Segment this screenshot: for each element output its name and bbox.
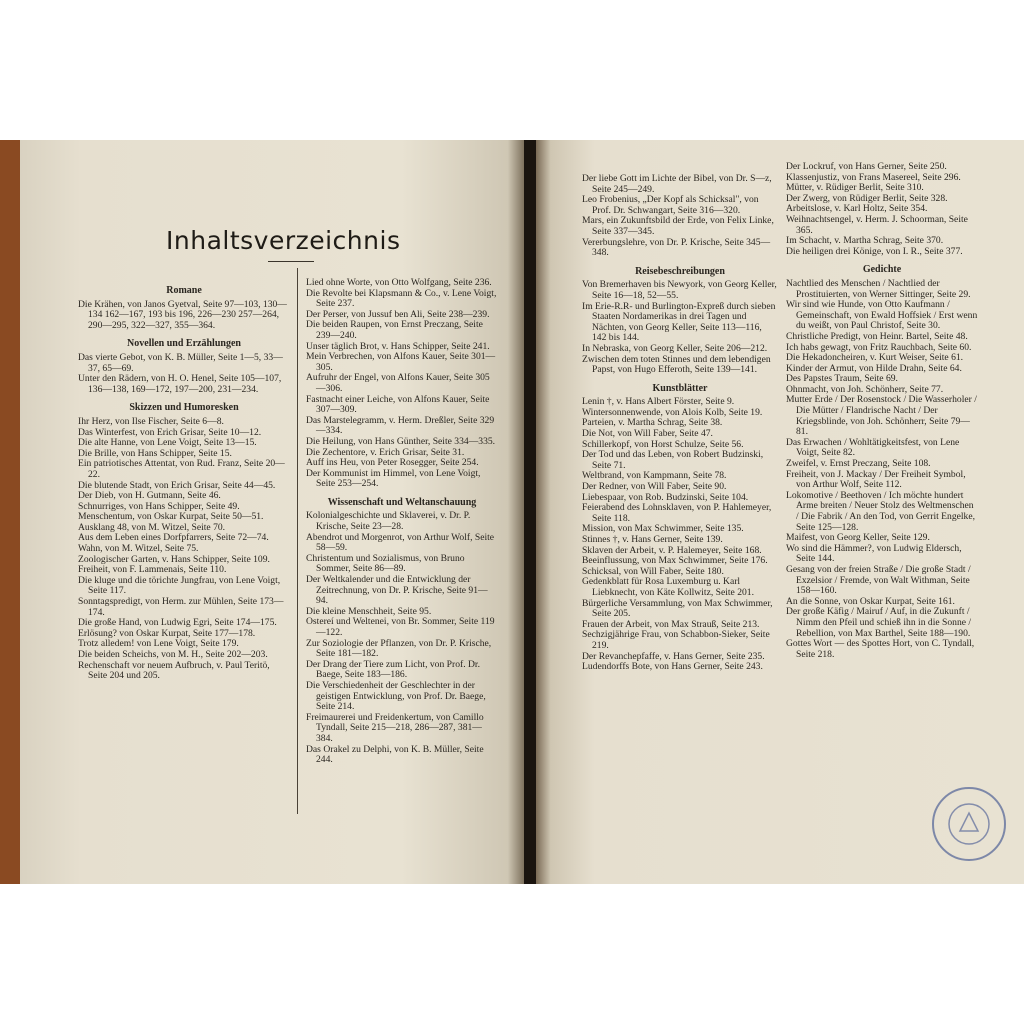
toc-entry: Die beiden Raupen, von Ernst Preczang, Seite 239—240. [306,319,483,341]
section-heading: Skizzen und Humoresken [129,402,239,414]
toc-entry: Im Schacht, v. Martha Schrag, Seite 370. [786,235,944,247]
right-page [536,140,1024,884]
section-heading: Gedichte [862,264,902,276]
toc-entry: Der Dieb, von H. Gutmann, Seite 46. [78,490,221,502]
toc-entry: Christentum und Sozialismus, von Bruno Sommer, Seite 86—89. [306,552,465,575]
toc-entry: Stinnes †, v. Hans Gerner, Seite 139. [582,534,723,545]
toc-entry: Das Marstelegramm, v. Herm. Dreßler, Seite 329—334. [306,414,495,437]
toc-entry: Die kleine Menschheit, Seite 95. [306,605,432,617]
toc-entry: Die Revolte bei Klapsmann & Co., v. Lene Voigt, Seite 237. [306,287,497,310]
toc-entry: An die Sonne, von Oskar Kurpat, Seite 161. [786,595,955,607]
toc-entry: Erlösung? von Oskar Kurpat, Seite 177—178. [78,627,256,639]
toc-entry: Die Heilung, von Hans Günther, Seite 334—335. [306,435,496,447]
toc-entry: Von Bremerhaven bis Newyork, von Georg Keller, Seite 16—18, 52—55. [582,279,777,301]
section-heading: Novellen und Erzählungen [127,338,241,350]
toc-entry: Frauen der Arbeit, von Max Strauß, Seite 213. [582,618,760,630]
toc-entry: Wo sind die Hämmer?, von Ludwig Eldersch, Seite 144. [786,542,962,565]
toc-entry: Weltbrand, von Kampmann, Seite 78. [582,470,727,482]
toc-entry: Weihnachtsengel, v. Herm. J. Schoorman, Seite 365. [786,213,968,236]
toc-entry: Das Winterfest, von Erich Grisar, Seite 10—12. [78,426,262,438]
toc-entry: Schnurriges, von Hans Schipper, Seite 49. [78,500,240,512]
section-heading: Kunstblätter [652,382,708,394]
library-stamp [930,785,1008,863]
toc-entry: Sonntagspredigt, von Herm. zur Mühlen, Seite 173—174. [78,596,284,618]
toc-entry: Wahn, von M. Witzel, Seite 75. [78,543,199,555]
toc-entry: Trotz alledem! von Lene Voigt, Seite 179. [78,638,239,650]
toc-entry: Liebespaar, von Rob. Budzinski, Seite 104. [582,491,749,503]
toc-entry: Gesang von der freien Straße / Die große Stadt / Exzelsior / Fremde, von Walt Withman, Seite 158—160. [786,563,971,597]
toc-entry: Der Tod und das Leben, von Robert Budzinski, Seite 71. [582,449,764,471]
toc-entry: Die Hekadoncheiren, v. Kurt Weiser, Seite 61. [786,352,964,364]
right-column-1 [582,174,778,673]
toc-entry: Wintersonnenwende, von Alois Kolb, Seite 19. [582,406,763,418]
toc-entry: Aufruhr der Engel, von Alfons Kauer, Seite 305—306. [306,372,490,394]
toc-entry: Wir sind wie Hunde, von Otto Kaufmann / Gemeinschaft, von Ewald Hoffsiek / Erst wenn du weißt, von Paul Christof, Seite 30. [786,299,978,332]
toc-entry: Freimaurerei und Freidenkertum, von Camillo Tyndall, Seite 215—218, 286—287, 381—384. [306,711,484,744]
toc-entry: In Nebraska, von Georg Keller, Seite 206—212. [582,342,768,354]
toc-entry: Aus dem Leben eines Dorfpfarrers, Seite 72—74. [78,532,269,544]
toc-entry: Zweifel, v. Ernst Preczang, Seite 108. [786,458,931,470]
toc-entry: Die Brille, von Hans Schipper, Seite 15. [78,447,232,459]
toc-entry: Parteien, v. Martha Schrag, Seite 38. [582,417,723,429]
toc-entry: Kinder der Armut, von Hilde Drahn, Seite 64. [786,362,962,374]
toc-entry: Die Not, von Will Faber, Seite 47. [582,428,713,440]
toc-entry: Die heiligen drei Könige, von I. R., Seite 377. [786,245,963,257]
toc-entry: Sechzigjährige Frau, von Schabbon-Sieker, Seite 219. [582,629,770,651]
toc-entry: Gottes Wort — des Spottes Hort, von C. Tyndall, Seite 218. [786,638,975,660]
left-page [20,140,528,884]
toc-entry: Mutter Erde / Der Rosenstock / Die Wasserholer / Die Mütter / Flandrische Nacht / Der Kriegsblinde, von Joh. Schönherr, Seite 79—81. [786,394,977,438]
toc-entry: Mars, ein Zukunftsbild der Erde, von Felix Linke, Seite 337—345. [582,215,774,237]
toc-entry: Die Zechentore, v. Erich Grisar, Seite 31. [306,446,465,458]
toc-entry: Zur Soziologie der Pflanzen, von Dr. P. Krische, Seite 181—182. [306,637,492,660]
toc-entry: Bürgerliche Versammlung, von Max Schwimmer, Seite 205. [582,597,773,620]
toc-entry: Das Orakel zu Delphi, von K. B. Müller, Seite 244. [306,743,484,766]
page-title: Inhaltsverzeichnis [166,226,401,255]
toc-entry: Ein patriotisches Attentat, von Rud. Franz, Seite 20—22. [78,458,285,480]
title-rule [268,261,314,262]
toc-entry: Gedenkblatt für Rosa Luxemburg u. Karl Liebknecht, von Käte Kollwitz, Seite 201. [582,576,754,598]
column-divider [297,268,298,814]
section-heading: Reisebeschreibungen [635,265,725,277]
toc-entry: Das vierte Gebot, von K. B. Müller, Seite 1—5, 33—37, 65—69. [78,351,283,374]
toc-entry: Schicksal, von Will Faber, Seite 180. [582,565,724,577]
toc-entry: Unter den Rädern, von H. O. Henel, Seite 105—107, 136—138, 169—172, 197—200, 231—234. [78,373,282,395]
book [0,140,1024,884]
toc-entry: Die große Hand, von Ludwig Egri, Seite 174—175. [78,617,277,629]
toc-entry: Die Krähen, von Janos Gyetval, Seite 97—103, 130—134 162—167, 193 bis 196, 226—230 257—264, 290—295, 322—327, 355—364. [78,298,287,331]
toc-entry: Menschentum, von Oskar Kurpat, Seite 50—51. [78,511,264,523]
toc-entry: Der Lockruf, von Hans Gerner, Seite 250. [786,161,947,172]
toc-entry: Die kluge und die törichte Jungfrau, von Lene Voigt, Seite 117. [78,574,281,597]
toc-entry: Der Revanchepfaffe, v. Hans Gerner, Seite 235. [582,650,765,662]
toc-entry: Sklaven der Arbeit, v. P. Halemeyer, Seite 168. [582,544,762,556]
toc-entry: Ohnmacht, von Joh. Schönherr, Seite 77. [786,383,944,395]
toc-entry: Lokomotive / Beethoven / Ich möchte hundert Arme breiten / Neuer Stolz des Weltmenschen / Die Fabrik / An den Tod, von Gerrit Engelke, Seite 125—128. [786,489,976,533]
toc-entry: Die beiden Scheichs, von M. H., Seite 202—203. [78,649,268,660]
toc-entry: Maifest, von Georg Keller, Seite 129. [786,532,930,544]
toc-entry: Kolonialgeschichte und Sklaverei, v. Dr. P. Krische, Seite 23—28. [306,510,471,533]
toc-entry: Auff ins Heu, von Peter Rosegger, Seite 254. [306,457,479,469]
toc-entry: Vererbungslehre, von Dr. P. Krische, Seite 345—348. [582,236,771,259]
toc-entry: Der Zwerg, von Rüdiger Berlit, Seite 328. [786,192,948,204]
toc-entry: Der Redner, von Will Faber, Seite 90. [582,481,727,493]
section-heading: Romane [166,285,202,296]
toc-entry: Die alte Hanne, von Lene Voigt, Seite 13—15. [78,437,257,449]
toc-entry: Ihr Herz, von Ilse Fischer, Seite 6—8. [78,415,224,427]
toc-entry: Die blutende Stadt, von Erich Grisar, Seite 44—45. [78,479,276,491]
toc-entry: Der Kommunist im Himmel, von Lene Voigt, Seite 253—254. [306,467,481,490]
toc-entry: Feierabend des Lohnsklaven, von P. Hahlemeyer, Seite 118. [582,502,772,524]
toc-entry: Des Papstes Traum, Seite 69. [786,373,898,385]
toc-entry: Christliche Predigt, von Heinr. Bartel, Seite 48. [786,330,968,342]
section-heading: Wissenschaft und Weltanschauung [327,496,477,508]
right-column-2 [786,162,978,660]
toc-entry: Ludendorffs Bote, von Hans Gerner, Seite 243. [582,661,763,673]
toc-entry: Der große Käfig / Mairuf / Auf, in die Zukunft / Nimm den Pfeil und schieß ihn in die Sonne / Rebellion, von Max Barthel, Seite 188—190. [786,606,972,639]
toc-entry: Klassenjustiz, von Frans Masereel, Seite 296. [786,171,961,183]
left-column-2 [306,278,498,766]
toc-entry: Lied ohne Worte, von Otto Wolfgang, Seite 236. [306,277,492,288]
toc-entry: Fastnacht einer Leiche, von Alfons Kauer, Seite 307—309. [306,393,490,416]
toc-entry: Arbeitslose, v. Karl Holtz, Seite 354. [786,203,928,215]
toc-entry: Mütter, v. Rüdiger Berlit, Seite 310. [786,182,924,194]
toc-entry: Der Weltkalender und die Entwicklung der Zeitrechnung, von Dr. P. Krische, Seite 91—94. [306,574,488,607]
left-column-1 [78,278,290,682]
toc-entry: Freiheit, von F. Lammenais, Seite 110. [78,564,227,576]
toc-entry: Unser täglich Brot, v. Hans Schipper, Seite 241. [306,340,490,352]
toc-entry: Der Perser, von Jussuf ben Ali, Seite 238—239. [306,308,490,320]
toc-entry: Zwischen dem toten Stinnes und dem lebendigen Papst, von Hugo Efferoth, Seite 139—141. [582,353,771,376]
toc-entry: Abendrot und Morgenrot, von Arthur Wolf, Seite 58—59. [306,531,495,554]
toc-entry: Leo Frobenius, „Der Kopf als Schicksal", von Prof. Dr. Schwangart, Seite 316—320. [582,194,759,216]
toc-entry: Der Drang der Tiere zum Licht, von Prof. Dr. Baege, Seite 183—186. [306,658,480,681]
toc-entry: Mein Verbrechen, von Alfons Kauer, Seite 301—305. [306,351,496,373]
toc-entry: Das Erwachen / Wohltätigkeitsfest, von Lene Voigt, Seite 82. [786,436,960,459]
toc-entry: Lenin †, v. Hans Albert Förster, Seite 9. [582,396,735,408]
toc-entry: Rechenschaft vor neuem Aufbruch, v. Paul Teritö, Seite 204 und 205. [78,659,270,682]
toc-entry: Ostereí und Weltenei, von Br. Sommer, Seite 119—122. [306,616,495,638]
toc-entry: Ausklang 48, von M. Witzel, Seite 70. [78,521,226,533]
toc-entry: Die Verschiedenheit der Geschlechter in der geistigen Entwicklung, von Prof. Dr. Baege, Seite 214. [306,679,486,713]
toc-entry: Im Erie-R.R- und Burlington-Expreß durch sieben Staaten Nordamerikas in drei Tagen und Nächten, von Georg Keller, Seite 113—116, 142 bis 144. [582,300,776,344]
toc-entry: Der liebe Gott im Lichte der Bibel, von Dr. S—z, Seite 245—249. [582,173,772,195]
toc-entry: Nachtlied des Menschen / Nachtlied der Prostituierten, von Werner Sittinger, Seite 29. [786,277,971,300]
toc-entry: Mission, von Max Schwimmer, Seite 135. [582,523,744,535]
toc-entry: Beeinflussung, von Max Schwimmer, Seite 176. [582,555,768,567]
toc-entry: Zoologischer Garten, v. Hans Schipper, Seite 109. [78,553,270,565]
toc-entry: Schillerkopf, von Horst Schulze, Seite 56. [582,438,744,450]
toc-entry: Freiheit, von J. Mackay / Der Freiheit Symbol, von Arthur Wolf, Seite 112. [786,468,966,491]
toc-entry: Ich habs gewagt, von Fritz Rauchbach, Seite 60. [786,341,972,353]
